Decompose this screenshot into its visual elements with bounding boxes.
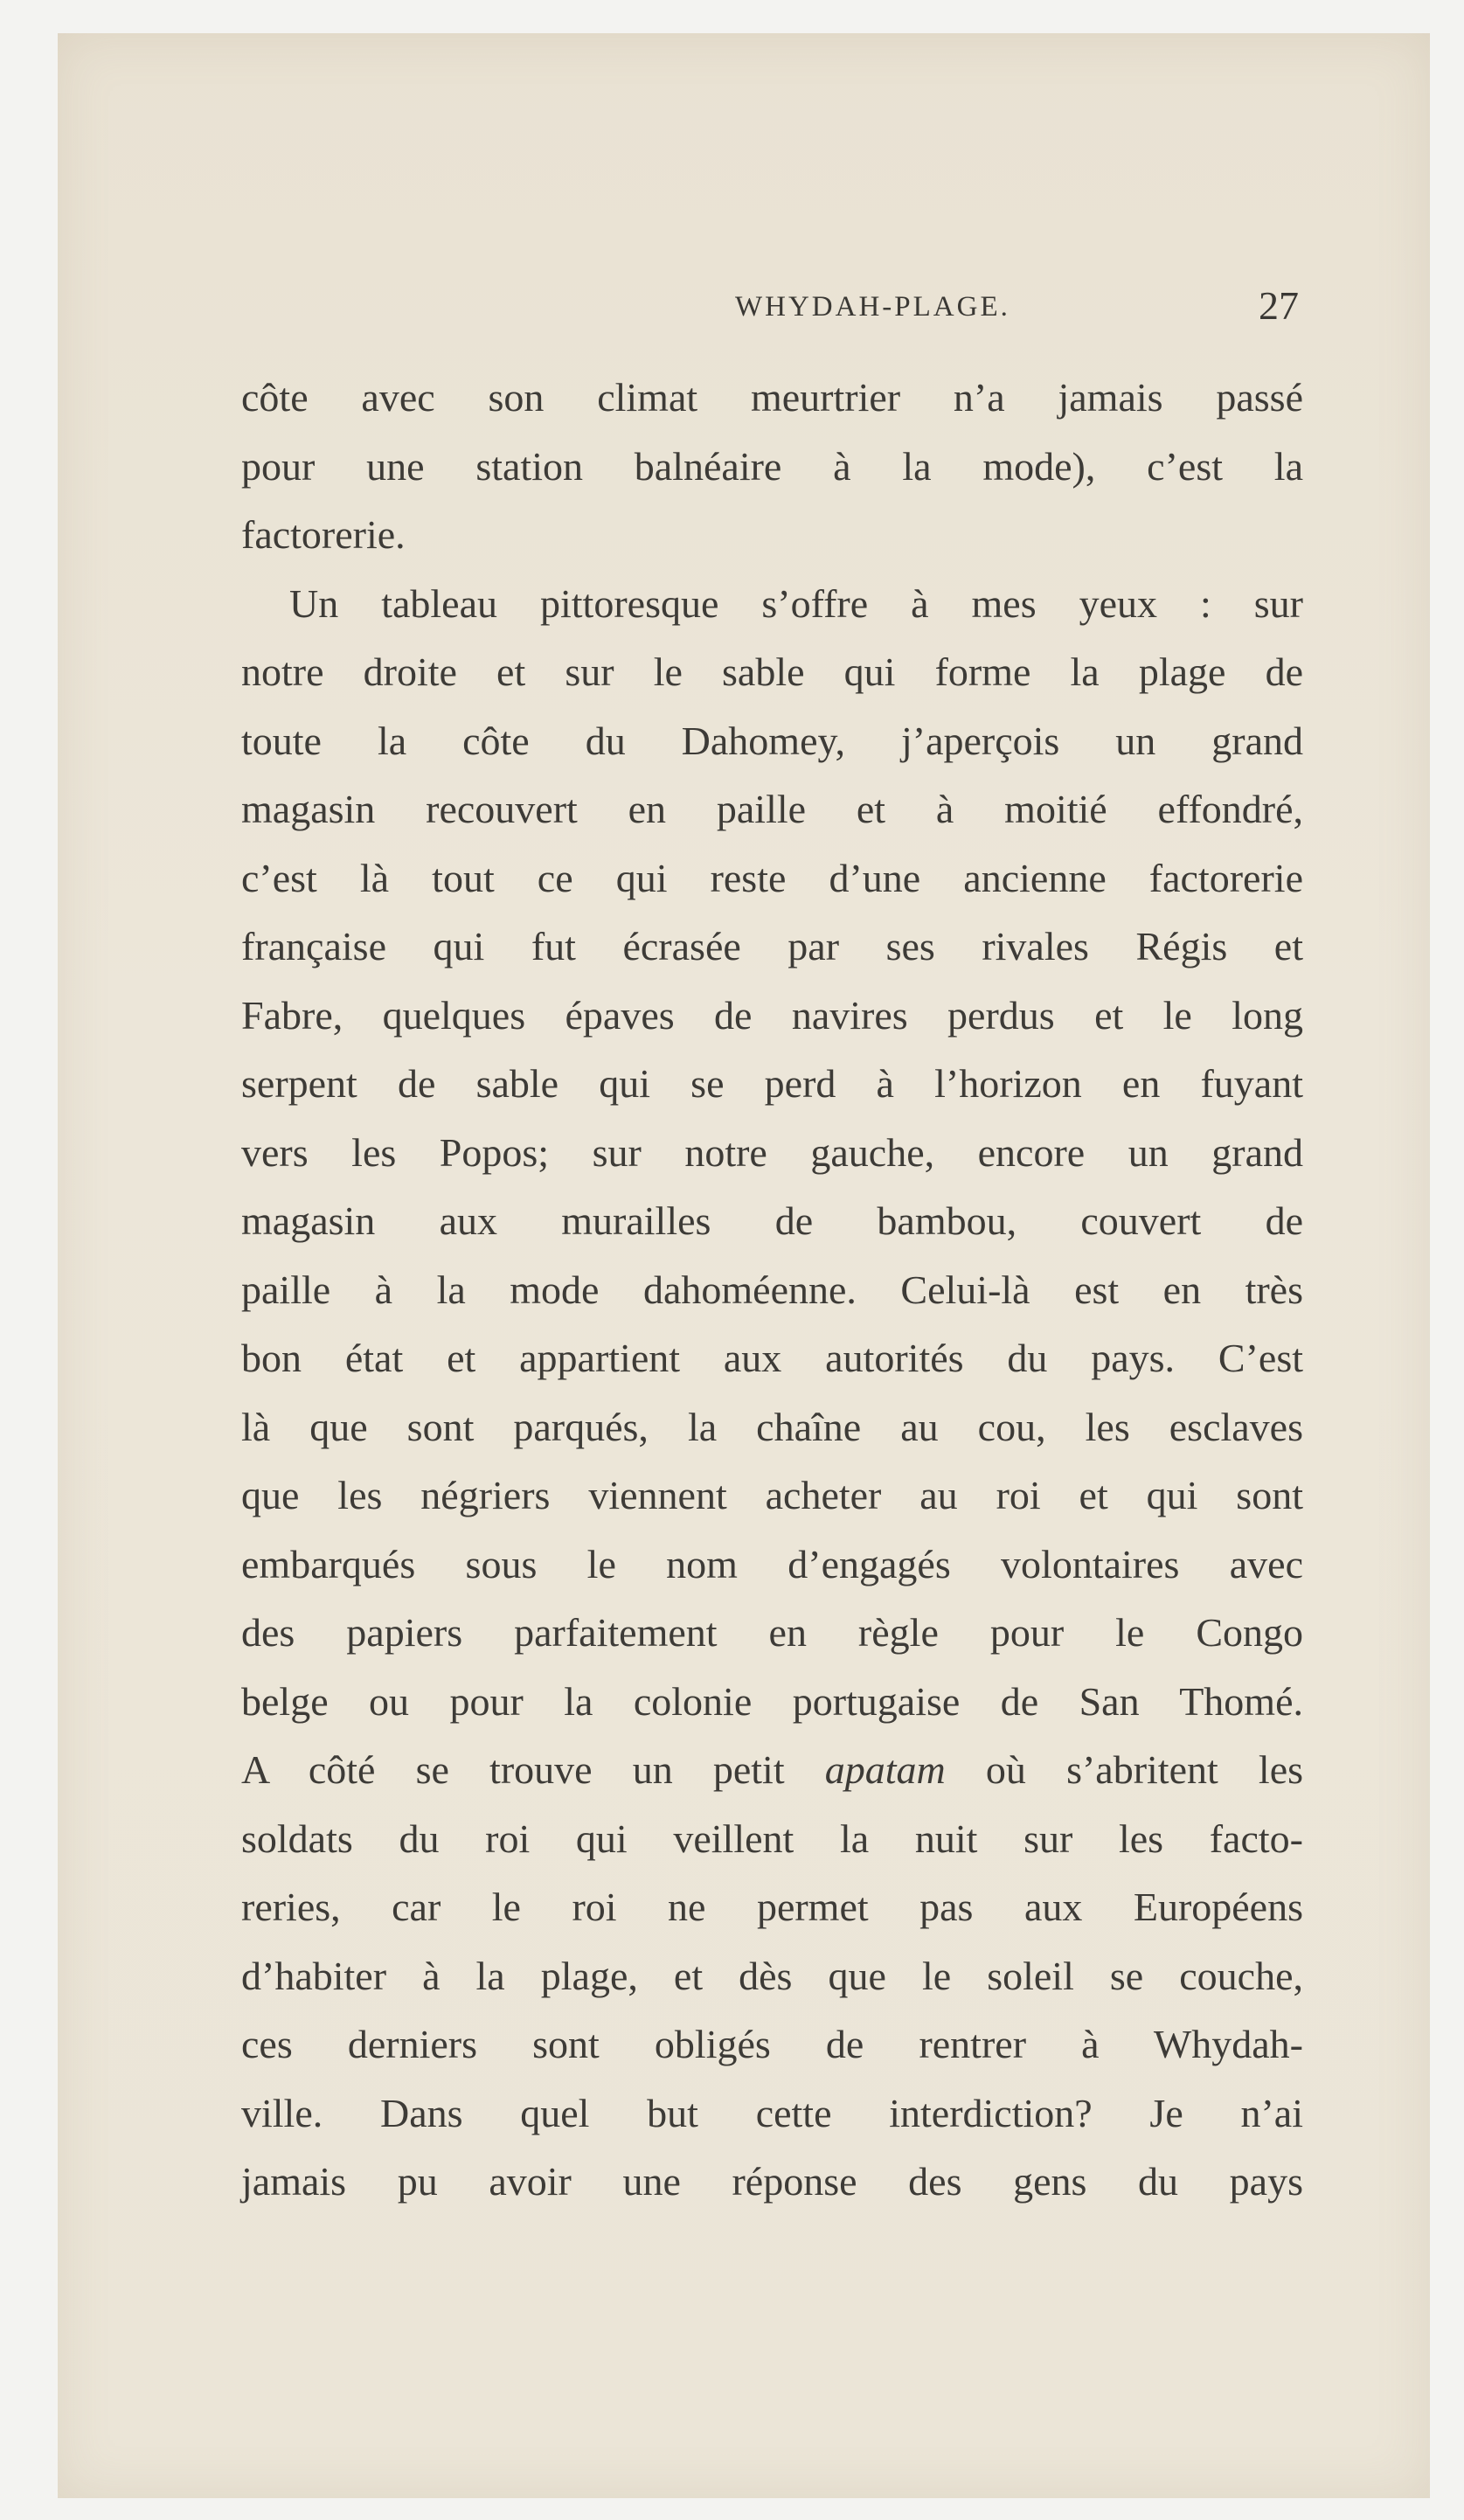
- text-line: embarqués sous le nom d’engagés volontaires avec: [241, 1541, 1303, 1586]
- body-text: [241, 364, 1303, 2217]
- text-line: paille à la mode dahoméenne. Celui-là est en très: [241, 1267, 1303, 1312]
- text-line: d’habiter à la plage, et dès que le soleil se couche,: [241, 1953, 1303, 1998]
- text-line: ces derniers sont obligés de rentrer à Whydah-: [241, 2022, 1303, 2066]
- text-line: bon état et appartient aux autorités du pays. C’est: [241, 1336, 1303, 1380]
- text-line: [241, 1736, 1303, 1805]
- italic-term: apatam: [824, 1747, 946, 1792]
- text-line: française qui fut écrasée par ses rivales Régis et: [241, 924, 1303, 968]
- text-line: là que sont parqués, la chaîne au cou, les esclaves: [241, 1404, 1303, 1449]
- text-line: soldats du roi qui veillent la nuit sur les facto-: [241, 1815, 1303, 1861]
- text-line: des papiers parfaitement en règle pour le Congo: [241, 1610, 1303, 1655]
- text-line: pour une station balnéaire à la mode), c’est la: [241, 443, 1303, 489]
- text-line: côte avec son climat meurtrier n’a jamais passé: [241, 375, 1303, 420]
- text-line: belge ou pour la colonie portugaise de San Thomé.: [241, 1678, 1303, 1724]
- book-page: [58, 33, 1430, 2498]
- text-segment: où s’abritent les: [985, 1747, 1304, 1792]
- text-line: vers les Popos; sur notre gauche, encore un grand: [241, 1129, 1303, 1175]
- text-line: Fabre, quelques épaves de navires perdus et le long: [241, 992, 1303, 1038]
- text-line: magasin recouvert en paille et à moitié effondré,: [241, 787, 1303, 831]
- text-line: notre droite et sur le sable qui forme la plage de: [241, 649, 1303, 694]
- text-line: jamais pu avoir une réponse des gens du pays: [241, 2159, 1303, 2204]
- text-line: que les négriers viennent acheter au roi et qui sont: [241, 1473, 1303, 1517]
- page-number: 27: [1259, 283, 1299, 328]
- running-head: WHYDAH-PLAGE.: [735, 291, 1010, 323]
- text-line: toute la côte du Dahomey, j’aperçois un grand: [241, 718, 1303, 763]
- text-line: serpent de sable qui se perd à l’horizon en fuyant: [241, 1061, 1303, 1106]
- text-line: reries, car le roi ne permet pas aux Européens: [241, 1885, 1303, 1929]
- page-header: [241, 282, 1299, 335]
- text-segment: A côté se trouve un petit: [241, 1747, 785, 1792]
- text-line: magasin aux murailles de bambou, couvert de: [241, 1198, 1303, 1243]
- text-line: c’est là tout ce qui reste d’une ancienne factorerie: [241, 855, 1303, 900]
- text-line: factorerie.: [241, 512, 406, 557]
- text-line: ville. Dans quel but cette interdiction? Je n’ai: [241, 2090, 1303, 2135]
- text-line: Un tableau pittoresque s’offre à mes yeux : sur: [289, 580, 1303, 626]
